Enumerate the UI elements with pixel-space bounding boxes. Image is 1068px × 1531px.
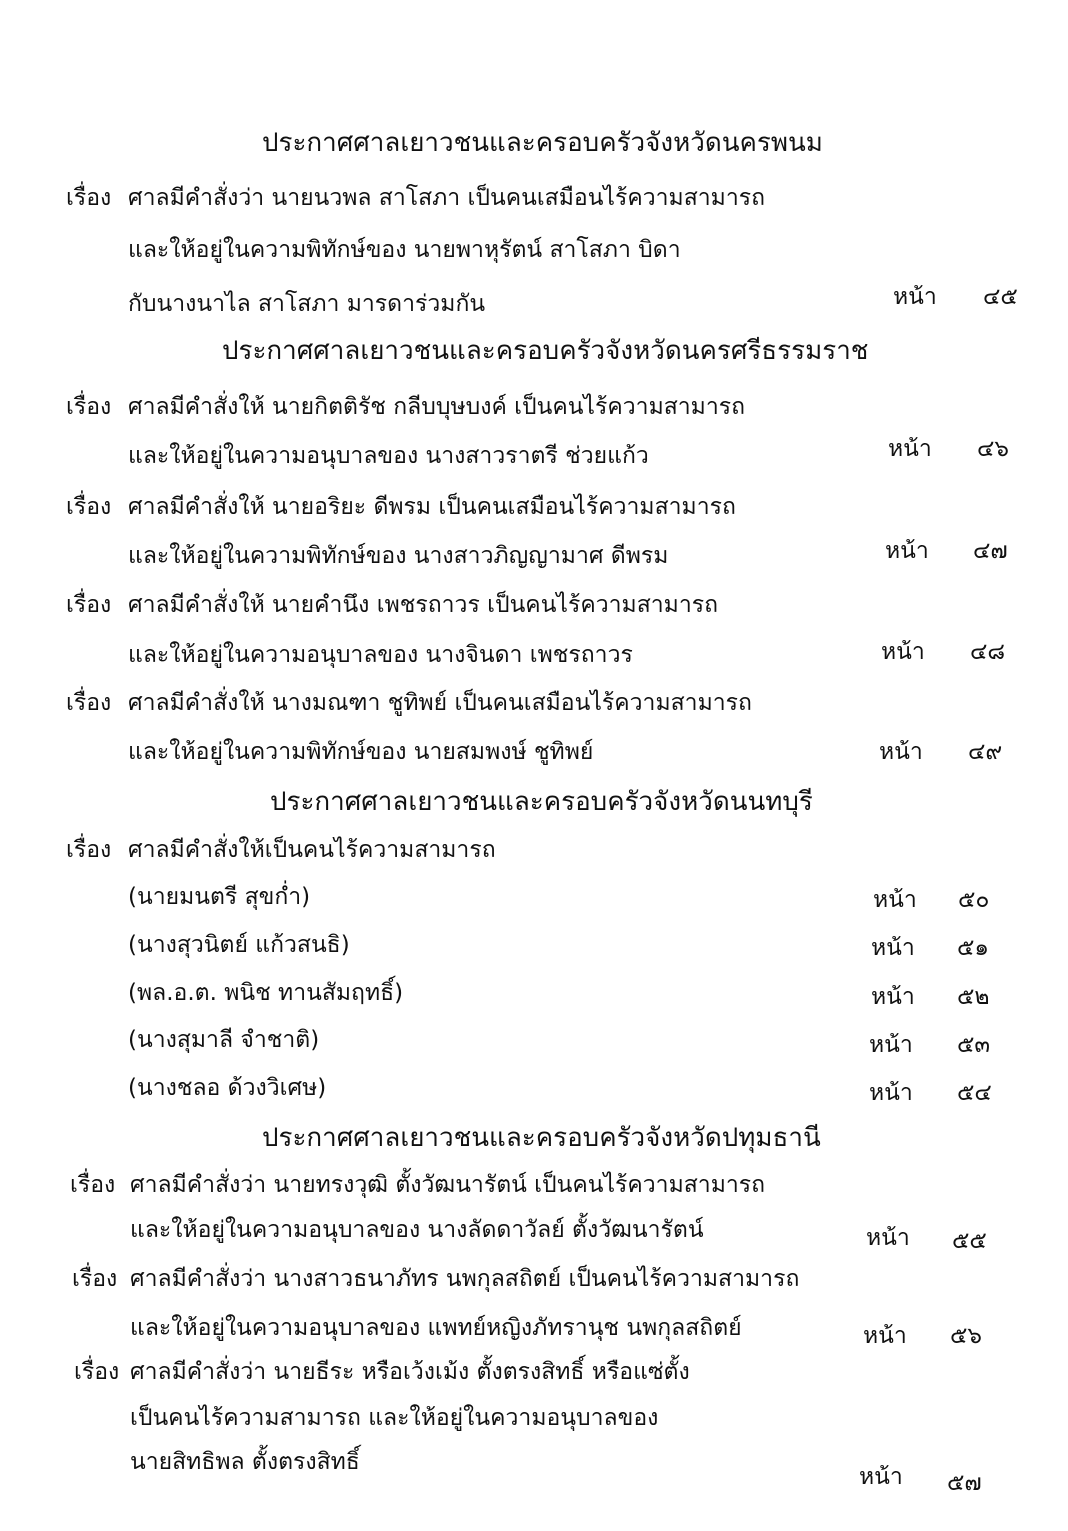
entry-text: (นางชลอ ด้วงวิเศษ) (128, 1075, 327, 1101)
entry-text: และให้อยู่ในความพิทักษ์ของ นางสาวภิญญามาศ ดีพรม (128, 543, 669, 569)
page-number: ๕๑ (957, 935, 990, 961)
page-label: หน้า (885, 538, 929, 564)
entry-text: (นางสุมาลี จำชาติ) (128, 1027, 320, 1053)
page-number: ๕๕ (952, 1228, 987, 1254)
entry-text: ศาลมีคำสั่งให้เป็นคนไร้ความสามารถ (128, 837, 496, 863)
entry-text: และให้อยู่ในความอนุบาลของ นางจินดา เพชรถาวร (128, 642, 633, 668)
subject-label: เรื่อง (66, 494, 112, 520)
subject-label: เรื่อง (72, 1266, 118, 1292)
subject-label: เรื่อง (66, 592, 112, 618)
entry-text: (พล.อ.ต. พนิช ทานสัมฤทธิ์) (128, 980, 404, 1006)
section-heading: ประกาศศาลเยาวชนและครอบครัวจังหวัดนครศรีธรรมราช (222, 336, 869, 366)
entry-text: และให้อยู่ในความพิทักษ์ของ นายสมพงษ์ ชูทิพย์ (128, 739, 594, 765)
page-number: ๔๖ (977, 436, 1010, 462)
page-label: หน้า (879, 739, 923, 765)
page-number: ๕๔ (957, 1080, 992, 1106)
entry-text: ศาลมีคำสั่งให้ นายคำนึง เพชรถาวร เป็นคนไร้ความสามารถ (128, 592, 719, 618)
entry-text: (นายมนตรี สุขก่ำ) (128, 884, 311, 910)
page-label: หน้า (888, 436, 932, 462)
subject-label: เรื่อง (74, 1359, 120, 1385)
entry-text: ศาลมีคำสั่งว่า นายธีระ หรือเว้งเม้ง ตั้งตรงสิทธิ์ หรือแซ่ตั้ง (130, 1359, 690, 1385)
page-number: ๕๓ (957, 1032, 991, 1058)
page-label: หน้า (869, 1032, 913, 1058)
entry-text: ศาลมีคำสั่งว่า นายทรงวุฒิ ตั้งวัฒนารัตน์ เป็นคนไร้ความสามารถ (130, 1172, 766, 1198)
entry-text: (นางสุวนิตย์ แก้วสนธิ) (128, 932, 350, 958)
page-number: ๔๗ (973, 538, 1008, 564)
entry-text: และให้อยู่ในความอนุบาลของ นางลัดดาวัลย์ ตั้งวัฒนารัตน์ (130, 1217, 704, 1243)
page-label: หน้า (859, 1464, 903, 1490)
page-label: หน้า (881, 639, 925, 665)
subject-label: เรื่อง (66, 394, 112, 420)
page-number: ๕๒ (957, 984, 990, 1010)
section-heading: ประกาศศาลเยาวชนและครอบครัวจังหวัดปทุมธานี (262, 1123, 821, 1153)
entry-text: และให้อยู่ในความอนุบาลของ นางสาวราตรี ช่วยแก้ว (128, 443, 649, 469)
page-label: หน้า (873, 887, 917, 913)
page-label: หน้า (871, 935, 915, 961)
entry-text: และให้อยู่ในความพิทักษ์ของ นายพาหุรัตน์ สาโสภา บิดา (128, 237, 681, 263)
page-label: หน้า (871, 984, 915, 1010)
entry-text: ศาลมีคำสั่งว่า นายนวพล สาโสภา เป็นคนเสมือนไร้ความสามารถ (128, 185, 766, 211)
entry-text: และให้อยู่ในความอนุบาลของ แพทย์หญิงภัทรานุช นพกุลสถิตย์ (130, 1315, 742, 1341)
entry-text: ศาลมีคำสั่งว่า นางสาวธนาภัทร นพกุลสถิตย์ เป็นคนไร้ความสามารถ (130, 1266, 800, 1292)
subject-label: เรื่อง (70, 1172, 116, 1198)
subject-label: เรื่อง (66, 690, 112, 716)
subject-label: เรื่อง (66, 185, 112, 211)
entry-text: ศาลมีคำสั่งให้ นางมณฑา ชูทิพย์ เป็นคนเสมือนไร้ความสามารถ (128, 690, 752, 716)
page-label: หน้า (869, 1080, 913, 1106)
page-label: หน้า (866, 1225, 910, 1251)
page-number: ๔๕ (983, 284, 1018, 310)
page-number: ๕๖ (950, 1323, 983, 1349)
entry-text: ศาลมีคำสั่งให้ นายอริยะ ดีพรม เป็นคนเสมือนไร้ความสามารถ (128, 494, 736, 520)
entry-text: ศาลมีคำสั่งให้ นายกิตติรัช กลีบบุษบงค์ เป็นคนไร้ความสามารถ (128, 394, 746, 420)
entry-text: เป็นคนไร้ความสามารถ และให้อยู่ในความอนุบาลของ (130, 1405, 659, 1431)
page-number: ๔๘ (970, 639, 1006, 665)
page-number: ๔๙ (968, 739, 1003, 765)
page-number: ๕๗ (947, 1470, 982, 1496)
section-heading: ประกาศศาลเยาวชนและครอบครัวจังหวัดนนทบุรี (270, 787, 813, 817)
page-number: ๕๐ (958, 887, 990, 913)
entry-text: นายสิทธิพล ตั้งตรงสิทธิ์ (130, 1449, 360, 1475)
section-heading: ประกาศศาลเยาวชนและครอบครัวจังหวัดนครพนม (262, 128, 823, 158)
entry-text: กับนางนาไล สาโสภา มารดาร่วมกัน (128, 291, 486, 317)
page-label: หน้า (863, 1323, 907, 1349)
page-label: หน้า (893, 284, 937, 310)
subject-label: เรื่อง (66, 837, 112, 863)
